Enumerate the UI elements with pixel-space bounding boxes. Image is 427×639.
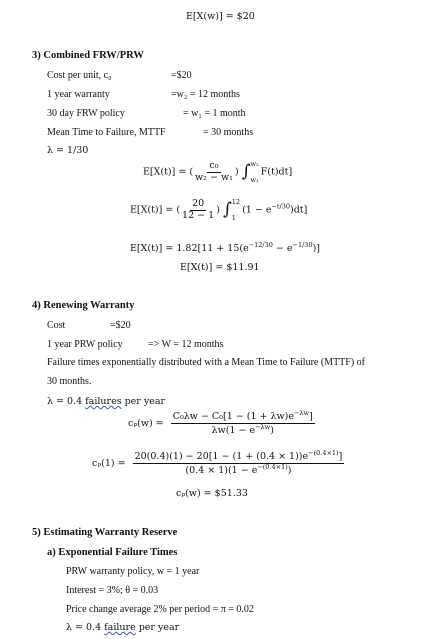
s4-cost-value: =$20: [110, 320, 131, 331]
s4-description-line-1: Failure times exponentially distributed with a Mean Time to Failure (MTTF) of: [47, 357, 366, 368]
s3-row-frw-label: 30 day FRW policy: [47, 108, 125, 119]
s3-equation-1: E[X(t)] = ( $\frac{\text{c₀}}{\text{w₂ − w₁}}$ ) ∫ w₂ w₁ F(t)dt]: [143, 159, 293, 184]
s4-policy-label: 1 year PRW policy: [47, 339, 123, 350]
s4-cp-result: cₚ(w) = $51.33: [176, 488, 248, 499]
s3-lambda: λ = 1/30: [47, 145, 89, 156]
s4-cp-formula: cₚ(w) = $\frac{C_0\lambda w - C_0[1 - (1 + \lambda w)e^{-\lambda w}]}{\lambda w(1 - e^{-\lambda w})}$: [128, 409, 313, 437]
top-equation: E[X(w)] = $20: [186, 11, 255, 22]
s3-equation-3: $E[X(t)] = 1.82[11 + 15(e^{-12/30} - e^{-1/30})]$: [130, 241, 320, 255]
s4-cost-label: Cost: [47, 320, 66, 331]
s5-line-2: Interest = 3%; θ = 0.03: [66, 585, 159, 596]
s4-lambda: λ = 0.4 failures per year: [47, 396, 166, 407]
s3-row-warranty-value: =w₂ = 12 months: [171, 89, 240, 100]
s3-row-cost-value: =$20: [171, 70, 192, 81]
s3-row-cost-label: Cost per unit, c₀: [47, 70, 112, 81]
section-4-heading: 4) Renewing Warranty: [32, 300, 135, 311]
section-5-heading: 5) Estimating Warranty Reserve: [32, 527, 178, 538]
s4-cp1-formula: cₚ(1) = $\frac{20(0.4)(1) - 20[1 - (1 + (0.4 \times 1))e^{-(0.4\times 1)}]}{(0.4 \times 1)(1 - e^{-(0.4\times 1)})}$: [92, 449, 343, 477]
s5-lambda: λ = 0.4 failure per year: [66, 622, 180, 633]
s3-row-warranty-label: 1 year warranty: [47, 89, 110, 100]
s5-line-1: PRW warranty policy, w = 1 year: [66, 566, 200, 577]
s3-row-frw-value: = w₁ = 1 month: [183, 108, 246, 119]
section-5a-heading: a) Exponential Failure Times: [47, 547, 178, 558]
s4-description-line-2: 30 months.: [47, 376, 92, 387]
s4-policy-value: => W = 12 months: [148, 339, 224, 350]
s3-equation-2: E[X(t)] = ( $\frac{20}{12 - 1}$ ) ∫ 12 1 $(1 - e^{-t/30})dt$]: [130, 197, 308, 222]
s3-row-mttf-label: Mean Time to Failure, MTTF: [47, 127, 166, 138]
section-3-heading: 3) Combined FRW/PRW: [32, 50, 144, 61]
s3-equation-4: E[X(t)] = $11.91: [180, 262, 260, 273]
s5-line-3: Price change average 2% per period = π = 0.02: [66, 604, 254, 615]
s3-row-mttf-value: = 30 months: [203, 127, 254, 138]
